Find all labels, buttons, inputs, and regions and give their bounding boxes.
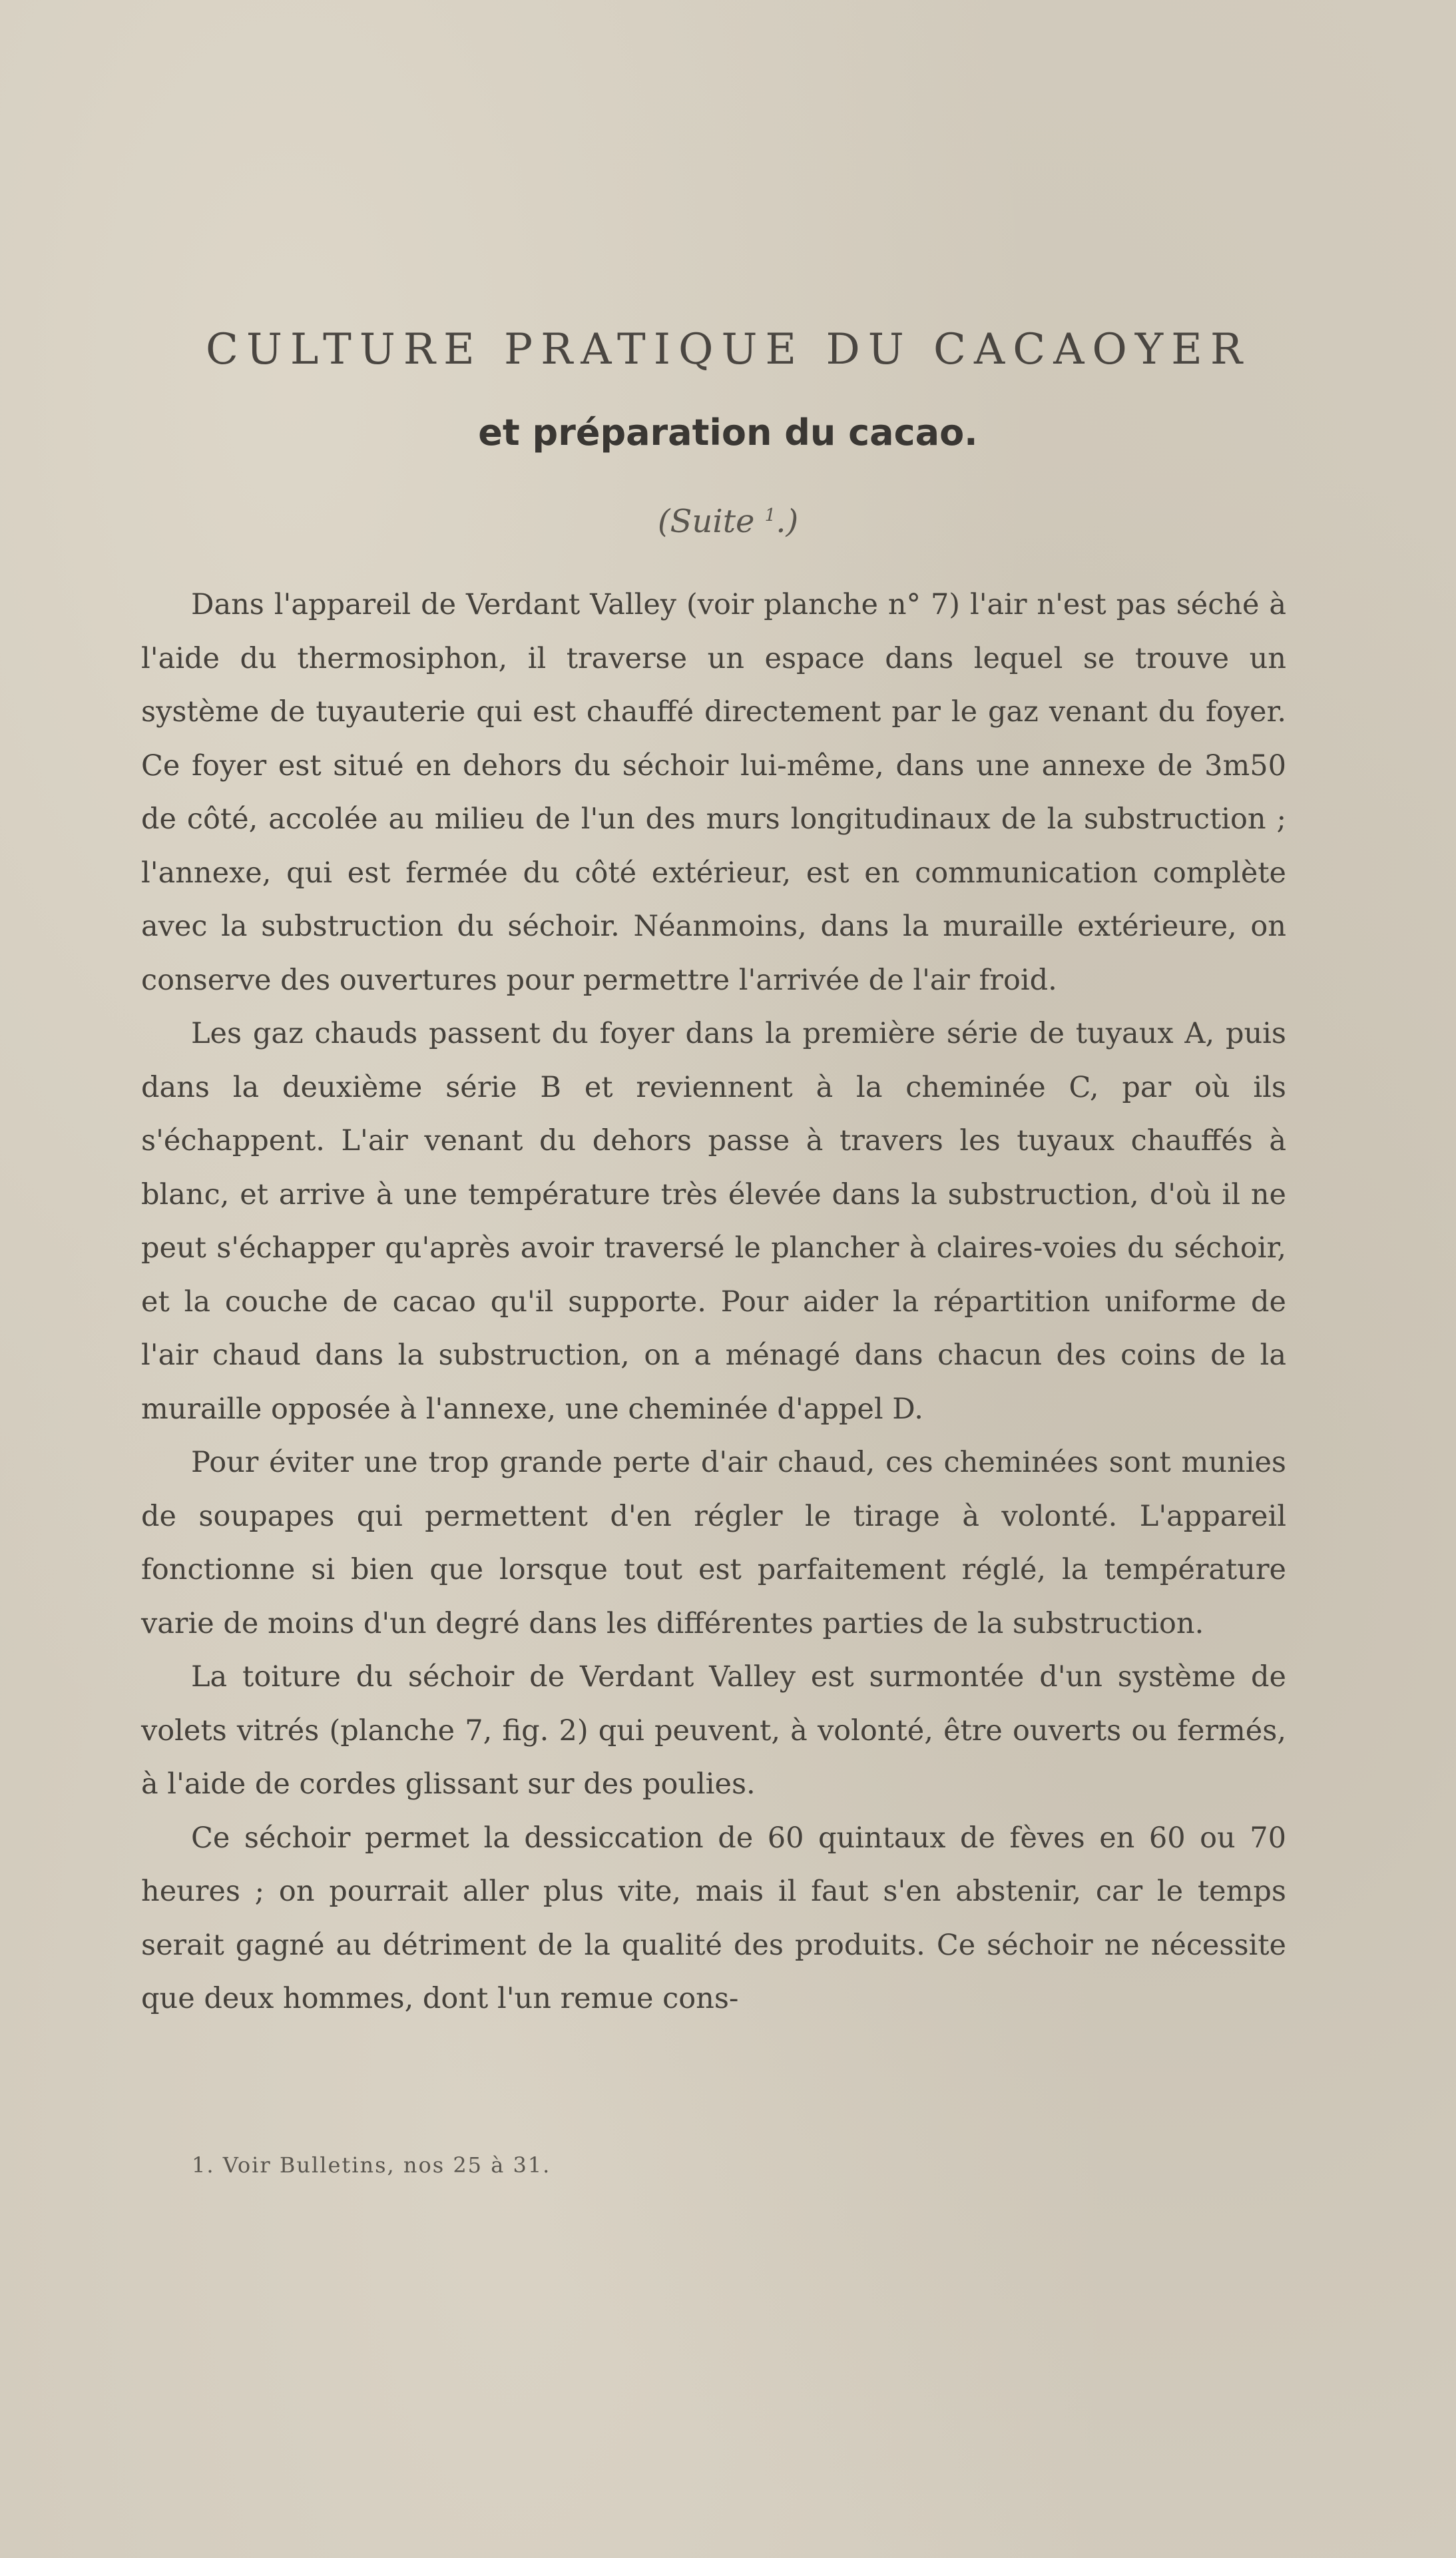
paragraph: Dans l'appareil de Verdant Valley (voir planche n° 7) l'air n'est pas séché à l'aide du thermosiphon, il traverse un espace dans lequel se trouve un système de tuyauterie qui est chauffé directement par le gaz venant du foyer. Ce foyer est situé en dehors du séchoir lui-même, dans une annexe de 3m50 de côté, accolée au milieu de l'un des murs longitudinaux de la substruction ; l'annexe, qui est fermée du côté extérieur, est en communication complète avec la substruction du séchoir. Néanmoins, dans la muraille extérieure, on conserve des ouvertures pour permettre l'arrivée de l'air froid. bbox=[141, 588, 1286, 997]
footnote: 1. Voir Bulletins, nos 25 à 31. bbox=[192, 2152, 551, 2178]
paragraph: Ce séchoir permet la dessiccation de 60 quintaux de fèves en 60 ou 70 heures ; on pourrait aller plus vite, mais il faut s'en abstenir, car le temps serait gagné au détriment de la qualité des produits. Ce séchoir ne nécessite que deux hommes, dont l'un remue cons- bbox=[141, 1821, 1286, 2015]
footnote-ref: 1 bbox=[764, 505, 776, 525]
paragraph: La toiture du séchoir de Verdant Valley est surmontée d'un système de volets vitrés (planche 7, fig. 2) qui peuvent, à volonté, être ouverts ou fermés, à l'aide de cordes glissant sur des poulies. bbox=[141, 1660, 1286, 1801]
article-subtitle: et préparation du cacao. bbox=[478, 412, 978, 454]
paragraph: Pour éviter une trop grande perte d'air chaud, ces cheminées sont munies de soupapes qui permettent d'en régler le tirage à volonté. L'appareil fonctionne si bien que lorsque tout est parfaitement réglé, la température varie de moins d'un degré dans les différentes parties de la substruction. bbox=[141, 1446, 1286, 1640]
suite-close: .) bbox=[776, 503, 799, 540]
article-title: CULTURE PRATIQUE DU CACAOYER bbox=[205, 325, 1251, 374]
paragraph: Les gaz chauds passent du foyer dans la première série de tuyaux A, puis dans la deuxième série B et reviennent à la cheminée C, par où ils s'échappent. L'air venant du dehors passe à travers les tuyaux chauffés à blanc, et arrive à une température très élevée dans la substruction, d'où il ne peut s'échapper qu'après avoir traversé le plancher à claires-voies du séchoir, et la couche de cacao qu'il supporte. Pour aider la répartition uniforme de l'air chaud dans la substruction, on a ménagé dans chacun des coins de la muraille opposée à l'annexe, une cheminée d'appel D. bbox=[141, 1017, 1286, 1426]
suite-label: (Suite bbox=[657, 503, 765, 540]
continuation-note bbox=[0, 503, 1456, 540]
article-body bbox=[141, 578, 1286, 2026]
